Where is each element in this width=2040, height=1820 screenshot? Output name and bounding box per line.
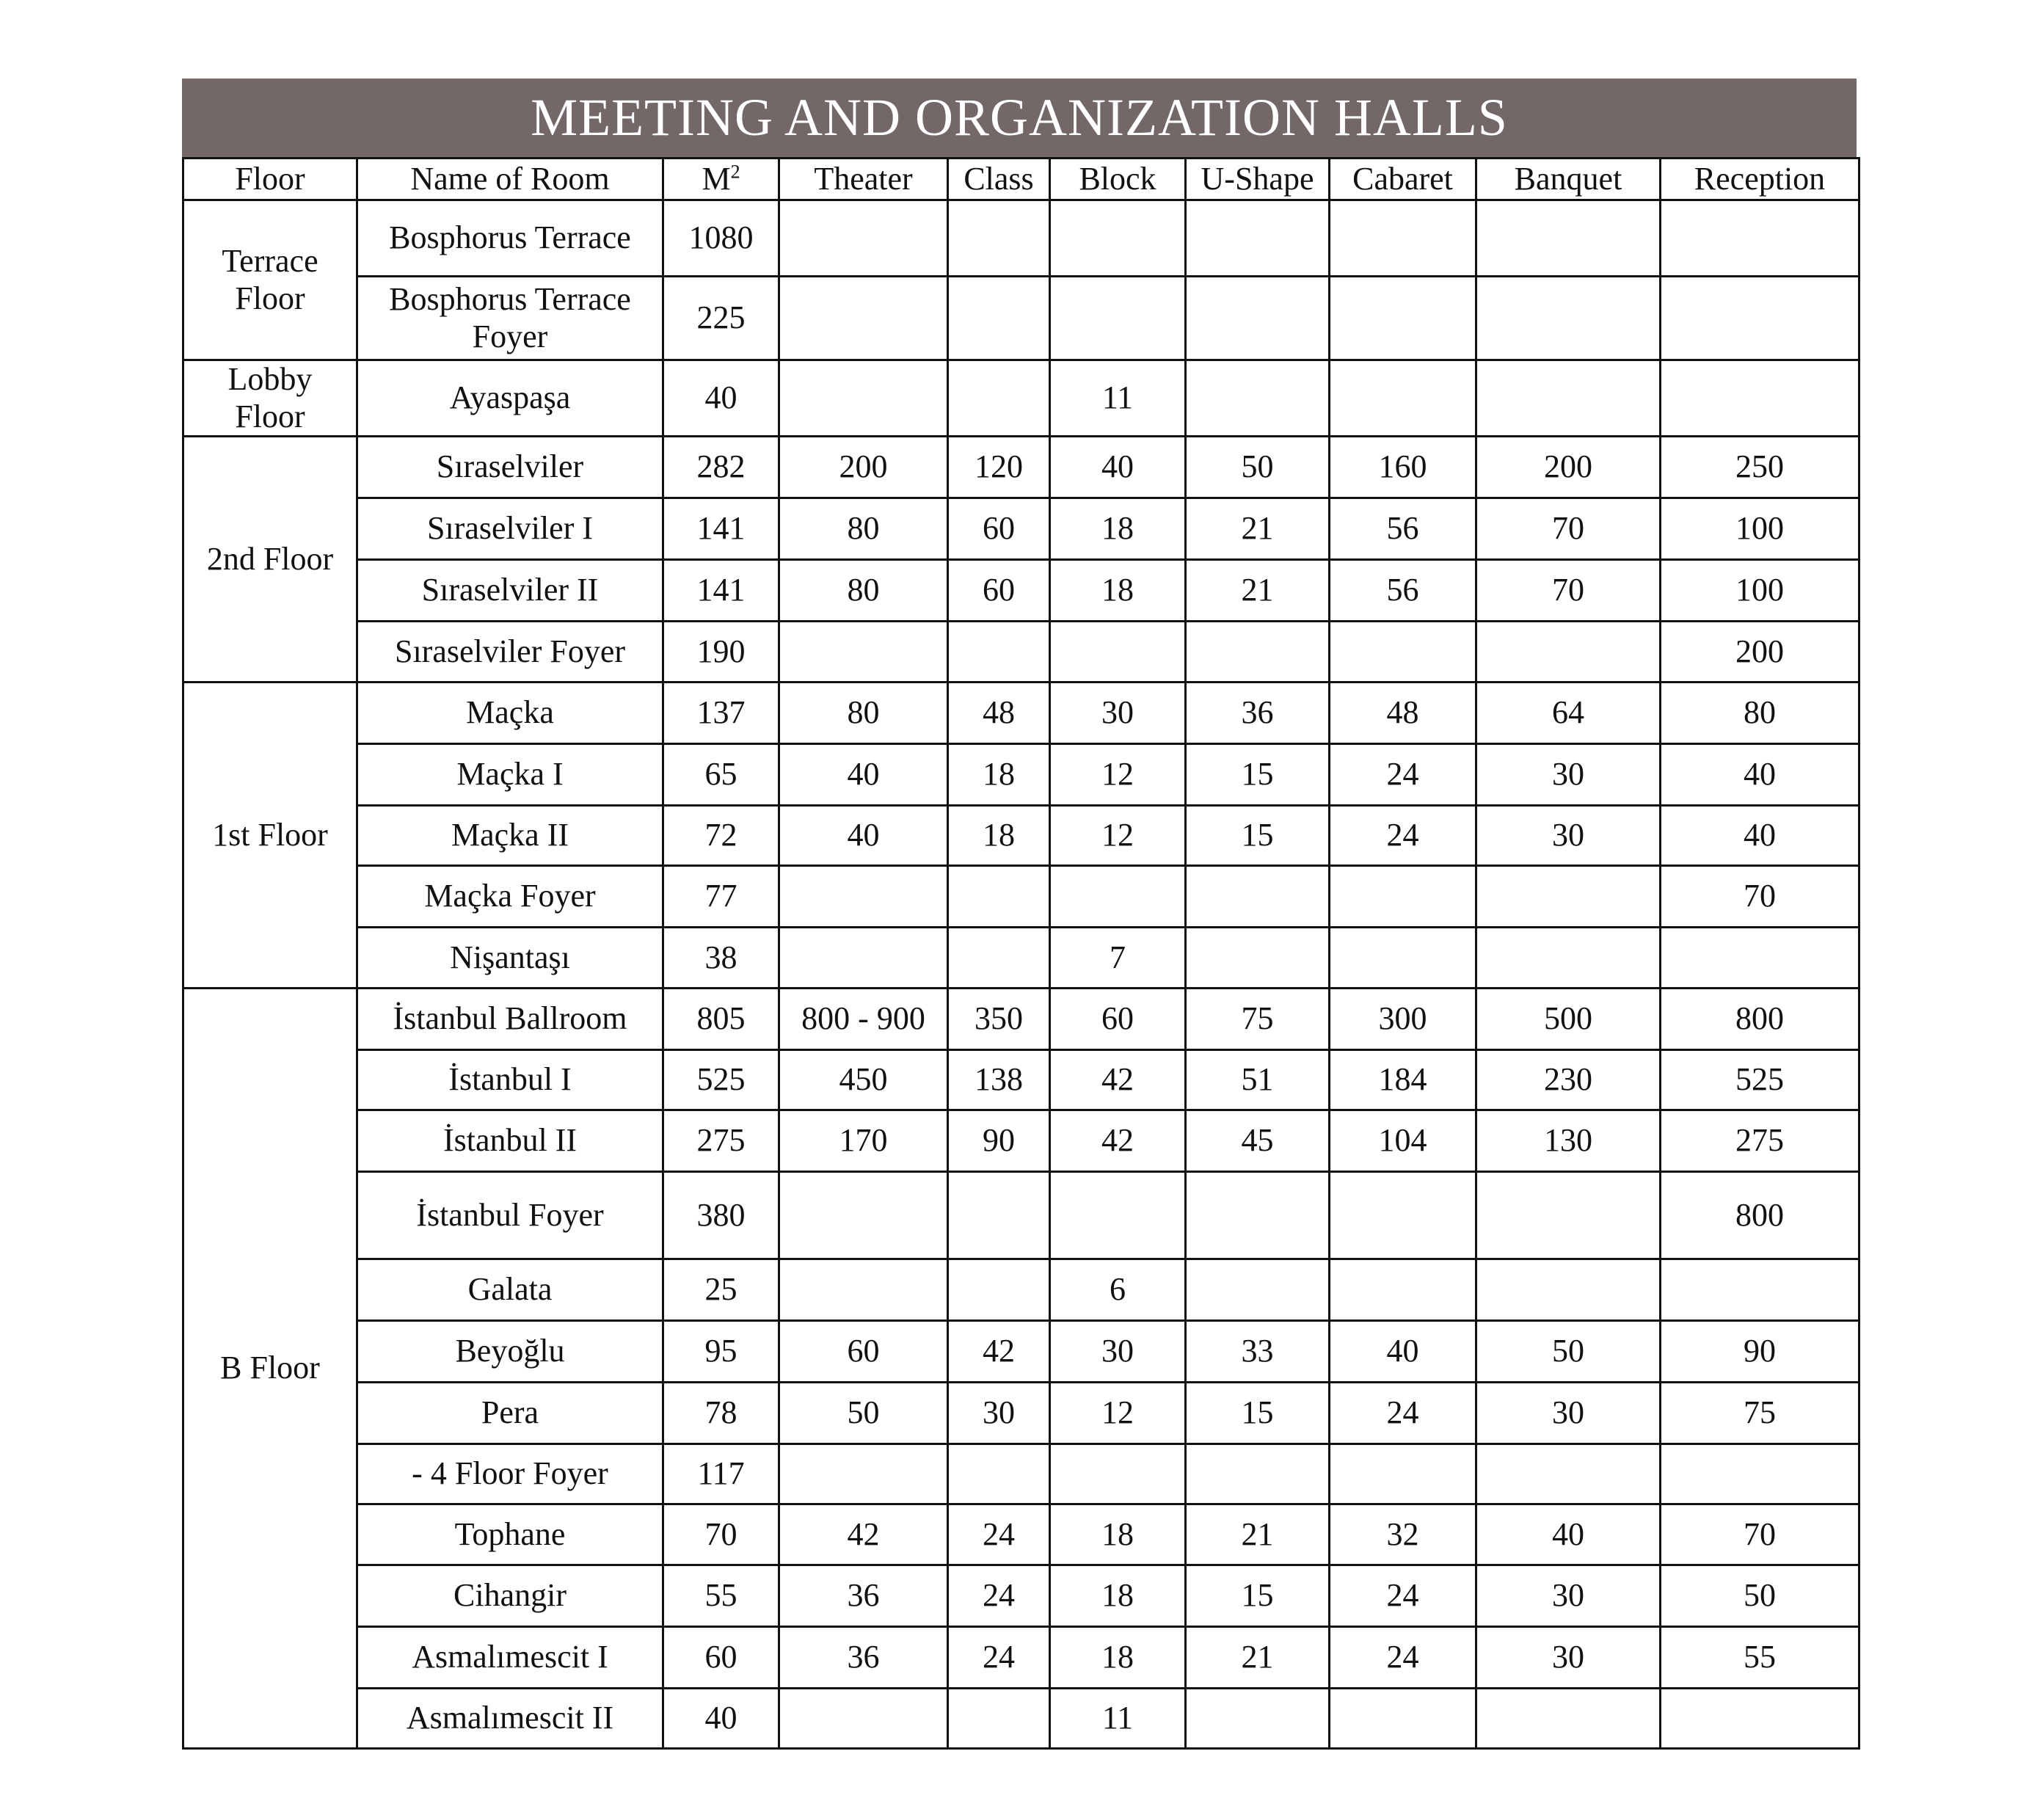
cell-ushape xyxy=(1186,1689,1330,1749)
cell-ushape xyxy=(1186,1444,1330,1504)
cell-class: 90 xyxy=(948,1110,1050,1172)
cell-reception: 200 xyxy=(1661,622,1859,682)
cell-reception xyxy=(1661,277,1859,360)
cell-block: 60 xyxy=(1050,989,1186,1050)
cell-class xyxy=(948,1259,1050,1321)
cell-class: 120 xyxy=(948,437,1050,498)
cell-banquet xyxy=(1476,1689,1661,1749)
cell-theater: 60 xyxy=(779,1321,948,1383)
cell-ushape: 15 xyxy=(1186,744,1330,806)
cell-block: 11 xyxy=(1050,360,1186,437)
room-name: İstanbul I xyxy=(357,1050,663,1110)
cell-m2: 38 xyxy=(663,928,779,989)
cell-banquet: 200 xyxy=(1476,437,1661,498)
cell-banquet xyxy=(1476,1259,1661,1321)
cell-m2: 805 xyxy=(663,989,779,1050)
cell-theater xyxy=(779,622,948,682)
cell-theater: 450 xyxy=(779,1050,948,1110)
cell-m2: 65 xyxy=(663,744,779,806)
cell-banquet: 30 xyxy=(1476,1565,1661,1627)
table-row xyxy=(183,1565,1859,1627)
cell-reception xyxy=(1661,1444,1859,1504)
table-row xyxy=(183,200,1859,277)
cell-block: 30 xyxy=(1050,1321,1186,1383)
cell-banquet xyxy=(1476,1444,1661,1504)
cell-cabaret xyxy=(1330,928,1476,989)
cell-cabaret xyxy=(1330,1444,1476,1504)
cell-theater: 80 xyxy=(779,498,948,560)
cell-ushape: 21 xyxy=(1186,1627,1330,1689)
cell-block: 42 xyxy=(1050,1050,1186,1110)
col-header-ushape: U-Shape xyxy=(1186,159,1330,200)
cell-theater xyxy=(779,200,948,277)
cell-theater: 36 xyxy=(779,1627,948,1689)
room-name: Beyoğlu xyxy=(357,1321,663,1383)
cell-banquet xyxy=(1476,360,1661,437)
cell-reception: 100 xyxy=(1661,498,1859,560)
cell-class: 18 xyxy=(948,806,1050,866)
cell-cabaret xyxy=(1330,1689,1476,1749)
cell-theater: 200 xyxy=(779,437,948,498)
table-row xyxy=(183,1321,1859,1383)
col-header-class: Class xyxy=(948,159,1050,200)
table-title xyxy=(182,79,1857,157)
cell-ushape xyxy=(1186,277,1330,360)
cell-theater xyxy=(779,1689,948,1749)
cell-m2: 141 xyxy=(663,498,779,560)
cell-theater xyxy=(779,1259,948,1321)
room-name: - 4 Floor Foyer xyxy=(357,1444,663,1504)
cell-banquet: 30 xyxy=(1476,806,1661,866)
table-row xyxy=(183,1383,1859,1444)
cell-reception: 40 xyxy=(1661,744,1859,806)
cell-cabaret: 24 xyxy=(1330,1627,1476,1689)
room-name: Cihangir xyxy=(357,1565,663,1627)
floor-label: Lobby Floor xyxy=(183,360,357,437)
cell-cabaret xyxy=(1330,866,1476,928)
cell-theater xyxy=(779,928,948,989)
cell-block: 18 xyxy=(1050,560,1186,622)
floor-label: B Floor xyxy=(183,989,357,1749)
col-header-block: Block xyxy=(1050,159,1186,200)
cell-ushape: 45 xyxy=(1186,1110,1330,1172)
cell-ushape: 50 xyxy=(1186,437,1330,498)
room-name: Sıraselviler II xyxy=(357,560,663,622)
cell-cabaret xyxy=(1330,200,1476,277)
cell-reception: 800 xyxy=(1661,989,1859,1050)
cell-reception xyxy=(1661,928,1859,989)
cell-banquet: 64 xyxy=(1476,682,1661,744)
cell-banquet: 230 xyxy=(1476,1050,1661,1110)
cell-reception: 75 xyxy=(1661,1383,1859,1444)
table-row xyxy=(183,806,1859,866)
cell-m2: 225 xyxy=(663,277,779,360)
header-row xyxy=(183,159,1859,200)
cell-cabaret: 32 xyxy=(1330,1504,1476,1565)
cell-banquet xyxy=(1476,277,1661,360)
room-name: Tophane xyxy=(357,1504,663,1565)
cell-reception: 100 xyxy=(1661,560,1859,622)
cell-block: 42 xyxy=(1050,1110,1186,1172)
cell-theater: 80 xyxy=(779,682,948,744)
cell-cabaret xyxy=(1330,360,1476,437)
cell-class xyxy=(948,1172,1050,1259)
cell-reception: 250 xyxy=(1661,437,1859,498)
cell-cabaret xyxy=(1330,1259,1476,1321)
cell-theater: 170 xyxy=(779,1110,948,1172)
room-name: Maçka Foyer xyxy=(357,866,663,928)
cell-m2: 95 xyxy=(663,1321,779,1383)
cell-ushape xyxy=(1186,928,1330,989)
col-header-cabaret: Cabaret xyxy=(1330,159,1476,200)
cell-ushape: 21 xyxy=(1186,1504,1330,1565)
table-row xyxy=(183,989,1859,1050)
cell-m2: 25 xyxy=(663,1259,779,1321)
cell-ushape xyxy=(1186,866,1330,928)
table-row xyxy=(183,1504,1859,1565)
cell-m2: 190 xyxy=(663,622,779,682)
cell-cabaret: 24 xyxy=(1330,1383,1476,1444)
cell-ushape xyxy=(1186,360,1330,437)
cell-banquet: 30 xyxy=(1476,1383,1661,1444)
cell-class: 18 xyxy=(948,744,1050,806)
cell-banquet: 30 xyxy=(1476,744,1661,806)
col-header-name: Name of Room xyxy=(357,159,663,200)
cell-ushape: 15 xyxy=(1186,806,1330,866)
cell-ushape: 21 xyxy=(1186,560,1330,622)
table-row xyxy=(183,498,1859,560)
cell-banquet: 70 xyxy=(1476,498,1661,560)
cell-m2: 282 xyxy=(663,437,779,498)
table-row xyxy=(183,1050,1859,1110)
cell-reception: 275 xyxy=(1661,1110,1859,1172)
cell-reception: 70 xyxy=(1661,1504,1859,1565)
cell-class: 24 xyxy=(948,1565,1050,1627)
cell-theater: 40 xyxy=(779,806,948,866)
cell-reception xyxy=(1661,1259,1859,1321)
cell-cabaret: 48 xyxy=(1330,682,1476,744)
cell-ushape xyxy=(1186,1172,1330,1259)
room-name: Bosphorus Terrace Foyer xyxy=(357,277,663,360)
room-name: Galata xyxy=(357,1259,663,1321)
cell-class: 138 xyxy=(948,1050,1050,1110)
cell-theater: 40 xyxy=(779,744,948,806)
cell-class xyxy=(948,360,1050,437)
table-row xyxy=(183,928,1859,989)
cell-m2: 137 xyxy=(663,682,779,744)
cell-reception: 50 xyxy=(1661,1565,1859,1627)
cell-class: 30 xyxy=(948,1383,1050,1444)
cell-m2: 1080 xyxy=(663,200,779,277)
cell-banquet: 500 xyxy=(1476,989,1661,1050)
table-row xyxy=(183,1689,1859,1749)
cell-cabaret: 300 xyxy=(1330,989,1476,1050)
table-row xyxy=(183,682,1859,744)
cell-class: 24 xyxy=(948,1627,1050,1689)
floor-label: 1st Floor xyxy=(183,682,357,989)
cell-cabaret: 24 xyxy=(1330,806,1476,866)
cell-theater xyxy=(779,1172,948,1259)
cell-ushape: 75 xyxy=(1186,989,1330,1050)
col-header-banquet: Banquet xyxy=(1476,159,1661,200)
table-row xyxy=(183,1627,1859,1689)
halls-table xyxy=(182,157,1860,1750)
cell-block: 12 xyxy=(1050,806,1186,866)
cell-cabaret: 56 xyxy=(1330,560,1476,622)
cell-theater: 42 xyxy=(779,1504,948,1565)
cell-ushape: 51 xyxy=(1186,1050,1330,1110)
cell-reception: 70 xyxy=(1661,866,1859,928)
cell-reception: 800 xyxy=(1661,1172,1859,1259)
room-name: Nişantaşı xyxy=(357,928,663,989)
cell-class xyxy=(948,1689,1050,1749)
cell-m2: 275 xyxy=(663,1110,779,1172)
cell-reception: 525 xyxy=(1661,1050,1859,1110)
cell-ushape: 15 xyxy=(1186,1383,1330,1444)
cell-block xyxy=(1050,277,1186,360)
cell-reception xyxy=(1661,360,1859,437)
cell-block xyxy=(1050,1444,1186,1504)
cell-class xyxy=(948,200,1050,277)
cell-m2: 525 xyxy=(663,1050,779,1110)
cell-banquet xyxy=(1476,1172,1661,1259)
cell-block: 12 xyxy=(1050,744,1186,806)
room-name: İstanbul Ballroom xyxy=(357,989,663,1050)
cell-cabaret: 160 xyxy=(1330,437,1476,498)
table-row xyxy=(183,1259,1859,1321)
room-name: Sıraselviler xyxy=(357,437,663,498)
room-name: Asmalımescit I xyxy=(357,1627,663,1689)
cell-ushape: 36 xyxy=(1186,682,1330,744)
cell-class: 48 xyxy=(948,682,1050,744)
col-header-floor: Floor xyxy=(183,159,357,200)
cell-class xyxy=(948,866,1050,928)
room-name: İstanbul Foyer xyxy=(357,1172,663,1259)
table-row xyxy=(183,744,1859,806)
cell-banquet: 40 xyxy=(1476,1504,1661,1565)
room-name: Sıraselviler Foyer xyxy=(357,622,663,682)
cell-block: 12 xyxy=(1050,1383,1186,1444)
cell-ushape: 21 xyxy=(1186,498,1330,560)
cell-block: 18 xyxy=(1050,498,1186,560)
table-row xyxy=(183,360,1859,437)
cell-cabaret: 24 xyxy=(1330,1565,1476,1627)
cell-banquet xyxy=(1476,866,1661,928)
cell-theater: 36 xyxy=(779,1565,948,1627)
room-name: Maçka I xyxy=(357,744,663,806)
cell-block: 6 xyxy=(1050,1259,1186,1321)
cell-m2: 55 xyxy=(663,1565,779,1627)
table-row xyxy=(183,437,1859,498)
cell-block: 18 xyxy=(1050,1504,1186,1565)
cell-reception: 90 xyxy=(1661,1321,1859,1383)
cell-m2: 40 xyxy=(663,360,779,437)
cell-class xyxy=(948,277,1050,360)
cell-block xyxy=(1050,866,1186,928)
cell-m2: 117 xyxy=(663,1444,779,1504)
cell-m2: 72 xyxy=(663,806,779,866)
cell-class xyxy=(948,1444,1050,1504)
cell-banquet: 50 xyxy=(1476,1321,1661,1383)
table-row xyxy=(183,866,1859,928)
cell-theater xyxy=(779,866,948,928)
cell-block: 18 xyxy=(1050,1565,1186,1627)
col-header-reception: Reception xyxy=(1661,159,1859,200)
cell-m2: 70 xyxy=(663,1504,779,1565)
cell-cabaret: 104 xyxy=(1330,1110,1476,1172)
cell-banquet xyxy=(1476,928,1661,989)
cell-block xyxy=(1050,1172,1186,1259)
cell-banquet xyxy=(1476,622,1661,682)
cell-block xyxy=(1050,622,1186,682)
cell-block xyxy=(1050,200,1186,277)
cell-class: 60 xyxy=(948,560,1050,622)
table-row xyxy=(183,277,1859,360)
room-name: Sıraselviler I xyxy=(357,498,663,560)
table-row xyxy=(183,1110,1859,1172)
floor-label: 2nd Floor xyxy=(183,437,357,682)
cell-class: 42 xyxy=(948,1321,1050,1383)
cell-block: 40 xyxy=(1050,437,1186,498)
cell-ushape: 33 xyxy=(1186,1321,1330,1383)
title-text: MEETING AND ORGANIZATION HALLS xyxy=(531,88,1508,147)
cell-class: 60 xyxy=(948,498,1050,560)
cell-m2: 78 xyxy=(663,1383,779,1444)
cell-reception: 80 xyxy=(1661,682,1859,744)
table-row xyxy=(183,1172,1859,1259)
room-name: Ayaspaşa xyxy=(357,360,663,437)
cell-m2: 60 xyxy=(663,1627,779,1689)
cell-cabaret xyxy=(1330,1172,1476,1259)
cell-reception: 55 xyxy=(1661,1627,1859,1689)
cell-block: 30 xyxy=(1050,682,1186,744)
cell-cabaret: 56 xyxy=(1330,498,1476,560)
table-row xyxy=(183,560,1859,622)
floor-label: Terrace Floor xyxy=(183,200,357,360)
cell-block: 7 xyxy=(1050,928,1186,989)
cell-reception xyxy=(1661,1689,1859,1749)
cell-m2: 40 xyxy=(663,1689,779,1749)
cell-cabaret xyxy=(1330,622,1476,682)
cell-theater xyxy=(779,360,948,437)
cell-block: 18 xyxy=(1050,1627,1186,1689)
room-name: Asmalımescit II xyxy=(357,1689,663,1749)
cell-ushape xyxy=(1186,200,1330,277)
cell-class: 350 xyxy=(948,989,1050,1050)
cell-class xyxy=(948,928,1050,989)
col-header-theater: Theater xyxy=(779,159,948,200)
cell-block: 11 xyxy=(1050,1689,1186,1749)
cell-theater: 800 - 900 xyxy=(779,989,948,1050)
table-row xyxy=(183,1444,1859,1504)
cell-cabaret xyxy=(1330,277,1476,360)
cell-reception: 40 xyxy=(1661,806,1859,866)
cell-m2: 77 xyxy=(663,866,779,928)
cell-ushape xyxy=(1186,622,1330,682)
cell-theater xyxy=(779,1444,948,1504)
cell-ushape xyxy=(1186,1259,1330,1321)
cell-banquet xyxy=(1476,200,1661,277)
cell-m2: 141 xyxy=(663,560,779,622)
room-name: İstanbul II xyxy=(357,1110,663,1172)
cell-cabaret: 24 xyxy=(1330,744,1476,806)
col-header-m2: $M^2$ xyxy=(663,159,779,200)
cell-ushape: 15 xyxy=(1186,1565,1330,1627)
cell-class xyxy=(948,622,1050,682)
table-row xyxy=(183,622,1859,682)
cell-reception xyxy=(1661,200,1859,277)
cell-theater xyxy=(779,277,948,360)
cell-cabaret: 40 xyxy=(1330,1321,1476,1383)
room-name: Maçka xyxy=(357,682,663,744)
cell-banquet: 70 xyxy=(1476,560,1661,622)
cell-theater: 50 xyxy=(779,1383,948,1444)
cell-m2: 380 xyxy=(663,1172,779,1259)
room-name: Bosphorus Terrace xyxy=(357,200,663,277)
cell-banquet: 130 xyxy=(1476,1110,1661,1172)
cell-cabaret: 184 xyxy=(1330,1050,1476,1110)
room-name: Pera xyxy=(357,1383,663,1444)
cell-class: 24 xyxy=(948,1504,1050,1565)
room-name: Maçka II xyxy=(357,806,663,866)
cell-banquet: 30 xyxy=(1476,1627,1661,1689)
cell-theater: 80 xyxy=(779,560,948,622)
